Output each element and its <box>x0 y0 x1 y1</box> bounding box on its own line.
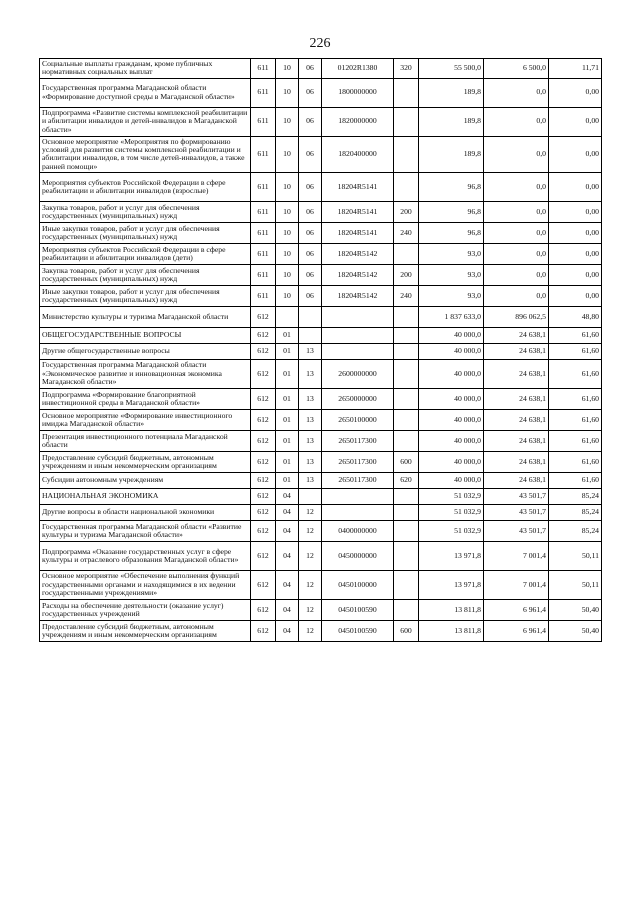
subsection-code-cell: 06 <box>299 172 322 201</box>
subsection-code-cell: 06 <box>299 264 322 285</box>
planned-amount-cell: 40 000,0 <box>419 388 484 409</box>
execution-percent-cell: 0,00 <box>549 264 602 285</box>
ministry-code-cell: 612 <box>251 570 276 599</box>
ministry-code-cell: 611 <box>251 136 276 172</box>
executed-amount-cell: 43 501,7 <box>484 504 549 520</box>
table-row <box>40 599 602 620</box>
planned-amount-cell: 13 811,8 <box>419 599 484 620</box>
expense-name-cell: Другие вопросы в области национальной экономики <box>40 504 251 520</box>
table-row <box>40 222 602 243</box>
planned-amount-cell: 189,8 <box>419 78 484 107</box>
section-code-cell: 01 <box>276 472 299 488</box>
section-code-cell: 10 <box>276 285 299 306</box>
expense-type-cell <box>394 599 419 620</box>
execution-percent-cell: 50,40 <box>549 599 602 620</box>
section-code-cell: 10 <box>276 59 299 79</box>
execution-percent-cell: 0,00 <box>549 285 602 306</box>
execution-percent-cell: 61,60 <box>549 451 602 472</box>
execution-percent-cell: 61,60 <box>549 327 602 343</box>
executed-amount-cell: 0,0 <box>484 285 549 306</box>
expense-name-cell: ОБЩЕГОСУДАРСТВЕННЫЕ ВОПРОСЫ <box>40 327 251 343</box>
expense-type-cell <box>394 327 419 343</box>
target-article-cell: 2650000000 <box>322 388 394 409</box>
subsection-code-cell: 06 <box>299 136 322 172</box>
expense-type-cell <box>394 570 419 599</box>
planned-amount-cell: 51 032,9 <box>419 520 484 541</box>
ministry-code-cell: 612 <box>251 504 276 520</box>
expense-type-cell <box>394 430 419 451</box>
section-code-cell: 10 <box>276 78 299 107</box>
ministry-code-cell: 611 <box>251 172 276 201</box>
subsection-code-cell: 13 <box>299 430 322 451</box>
subsection-code-cell: 13 <box>299 359 322 388</box>
table-row <box>40 285 602 306</box>
execution-percent-cell: 0,00 <box>549 136 602 172</box>
subsection-code-cell: 12 <box>299 570 322 599</box>
section-code-cell: 10 <box>276 222 299 243</box>
target-article-cell: 1820400000 <box>322 136 394 172</box>
ministry-code-cell: 612 <box>251 327 276 343</box>
executed-amount-cell: 43 501,7 <box>484 520 549 541</box>
target-article-cell: 1800000000 <box>322 78 394 107</box>
ministry-code-cell: 611 <box>251 59 276 79</box>
table-row <box>40 59 602 79</box>
table-row <box>40 136 602 172</box>
subsection-code-cell: 06 <box>299 78 322 107</box>
subsection-code-cell: 12 <box>299 541 322 570</box>
page-number: 226 <box>309 36 331 51</box>
ministry-code-cell: 612 <box>251 620 276 641</box>
target-article-cell: 0450100590 <box>322 599 394 620</box>
expense-name-cell: Государственная программа Магаданской области «Экономическое развитие и инновационная экономика Магаданской области» <box>40 359 251 388</box>
planned-amount-cell: 189,8 <box>419 107 484 136</box>
executed-amount-cell: 24 638,1 <box>484 472 549 488</box>
execution-percent-cell: 48,80 <box>549 306 602 327</box>
executed-amount-cell: 0,0 <box>484 222 549 243</box>
planned-amount-cell: 189,8 <box>419 136 484 172</box>
table-row <box>40 327 602 343</box>
target-article-cell: 18204R5142 <box>322 264 394 285</box>
planned-amount-cell: 51 032,9 <box>419 488 484 504</box>
execution-percent-cell: 50,11 <box>549 541 602 570</box>
execution-percent-cell: 61,60 <box>549 472 602 488</box>
executed-amount-cell: 24 638,1 <box>484 430 549 451</box>
executed-amount-cell: 6 500,0 <box>484 59 549 79</box>
ministry-code-cell: 611 <box>251 107 276 136</box>
expense-name-cell: Закупка товаров, работ и услуг для обеспечения государственных (муниципальных) нужд <box>40 201 251 222</box>
execution-percent-cell: 50,11 <box>549 570 602 599</box>
table-row <box>40 172 602 201</box>
expense-name-cell: Министерство культуры и туризма Магаданской области <box>40 306 251 327</box>
expense-type-cell: 240 <box>394 285 419 306</box>
planned-amount-cell: 40 000,0 <box>419 359 484 388</box>
expense-name-cell: Подпрограмма «Формирование благоприятной инвестиционной среды в Магаданской области» <box>40 388 251 409</box>
ministry-code-cell: 611 <box>251 222 276 243</box>
section-code-cell: 01 <box>276 451 299 472</box>
executed-amount-cell: 24 638,1 <box>484 388 549 409</box>
executed-amount-cell: 0,0 <box>484 107 549 136</box>
expense-type-cell: 240 <box>394 222 419 243</box>
ministry-code-cell: 611 <box>251 78 276 107</box>
expense-name-cell: Предоставление субсидий бюджетным, автономным учреждениям и иным некоммерческим организациям <box>40 620 251 641</box>
section-code-cell: 04 <box>276 488 299 504</box>
expense-name-cell: Мероприятия субъектов Российской Федерации в сфере реабилитации и абилитации инвалидов (взрослые) <box>40 172 251 201</box>
ministry-code-cell: 612 <box>251 488 276 504</box>
execution-percent-cell: 0,00 <box>549 201 602 222</box>
subsection-code-cell: 12 <box>299 620 322 641</box>
section-code-cell: 01 <box>276 359 299 388</box>
expense-type-cell <box>394 343 419 359</box>
section-code-cell <box>276 306 299 327</box>
executed-amount-cell: 43 501,7 <box>484 488 549 504</box>
ministry-code-cell: 612 <box>251 359 276 388</box>
target-article-cell: 2650100000 <box>322 409 394 430</box>
ministry-code-cell: 611 <box>251 243 276 264</box>
execution-percent-cell: 61,60 <box>549 430 602 451</box>
planned-amount-cell: 93,0 <box>419 285 484 306</box>
ministry-code-cell: 611 <box>251 264 276 285</box>
ministry-code-cell: 612 <box>251 472 276 488</box>
target-article-cell: 18204R5141 <box>322 222 394 243</box>
execution-percent-cell: 61,60 <box>549 409 602 430</box>
expense-type-cell <box>394 520 419 541</box>
expense-type-cell <box>394 78 419 107</box>
subsection-code-cell: 12 <box>299 599 322 620</box>
expense-name-cell: Предоставление субсидий бюджетным, автономным учреждениям и иным некоммерческим организациям <box>40 451 251 472</box>
table-row <box>40 107 602 136</box>
expense-type-cell: 200 <box>394 264 419 285</box>
expense-type-cell <box>394 388 419 409</box>
subsection-code-cell: 06 <box>299 59 322 79</box>
planned-amount-cell: 40 000,0 <box>419 451 484 472</box>
section-code-cell: 10 <box>276 264 299 285</box>
expense-type-cell <box>394 504 419 520</box>
execution-percent-cell: 61,60 <box>549 343 602 359</box>
expense-name-cell: Государственная программа Магаданской области «Развитие культуры и туризма Магаданской области» <box>40 520 251 541</box>
planned-amount-cell: 96,8 <box>419 222 484 243</box>
subsection-code-cell: 12 <box>299 504 322 520</box>
table-row <box>40 359 602 388</box>
planned-amount-cell: 40 000,0 <box>419 343 484 359</box>
planned-amount-cell: 40 000,0 <box>419 472 484 488</box>
expense-name-cell: Субсидии автономным учреждениям <box>40 472 251 488</box>
ministry-code-cell: 612 <box>251 541 276 570</box>
execution-percent-cell: 85,24 <box>549 504 602 520</box>
subsection-code-cell: 06 <box>299 243 322 264</box>
expense-name-cell: НАЦИОНАЛЬНАЯ ЭКОНОМИКА <box>40 488 251 504</box>
target-article-cell <box>322 504 394 520</box>
executed-amount-cell: 24 638,1 <box>484 327 549 343</box>
executed-amount-cell: 6 961,4 <box>484 620 549 641</box>
execution-percent-cell: 0,00 <box>549 172 602 201</box>
table-row <box>40 78 602 107</box>
section-code-cell: 10 <box>276 172 299 201</box>
section-code-cell: 10 <box>276 201 299 222</box>
expense-type-cell <box>394 409 419 430</box>
ministry-code-cell: 612 <box>251 409 276 430</box>
ministry-code-cell: 612 <box>251 343 276 359</box>
expense-type-cell <box>394 359 419 388</box>
expense-type-cell: 620 <box>394 472 419 488</box>
execution-percent-cell: 0,00 <box>549 78 602 107</box>
subsection-code-cell: 13 <box>299 451 322 472</box>
subsection-code-cell: 13 <box>299 388 322 409</box>
target-article-cell: 2650117300 <box>322 430 394 451</box>
ministry-code-cell: 611 <box>251 285 276 306</box>
planned-amount-cell: 13 971,8 <box>419 570 484 599</box>
executed-amount-cell: 0,0 <box>484 172 549 201</box>
execution-percent-cell: 85,24 <box>549 520 602 541</box>
table-row <box>40 541 602 570</box>
target-article-cell: 0450000000 <box>322 541 394 570</box>
expense-name-cell: Основное мероприятие «Формирование инвестиционного имиджа Магаданской области» <box>40 409 251 430</box>
planned-amount-cell: 96,8 <box>419 201 484 222</box>
ministry-code-cell: 612 <box>251 430 276 451</box>
table-row <box>40 520 602 541</box>
execution-percent-cell: 85,24 <box>549 488 602 504</box>
expense-name-cell: Другие общегосударственные вопросы <box>40 343 251 359</box>
ministry-code-cell: 611 <box>251 201 276 222</box>
section-code-cell: 04 <box>276 541 299 570</box>
target-article-cell: 2650117300 <box>322 472 394 488</box>
target-article-cell: 18204R5141 <box>322 201 394 222</box>
target-article-cell: 2600000000 <box>322 359 394 388</box>
target-article-cell: 18204R5142 <box>322 243 394 264</box>
ministry-code-cell: 612 <box>251 306 276 327</box>
expense-name-cell: Закупка товаров, работ и услуг для обеспечения государственных (муниципальных) нужд <box>40 264 251 285</box>
planned-amount-cell: 1 837 633,0 <box>419 306 484 327</box>
section-code-cell: 04 <box>276 599 299 620</box>
table-row <box>40 472 602 488</box>
execution-percent-cell: 0,00 <box>549 222 602 243</box>
table-row <box>40 570 602 599</box>
subsection-code-cell: 06 <box>299 107 322 136</box>
execution-percent-cell: 50,40 <box>549 620 602 641</box>
executed-amount-cell: 24 638,1 <box>484 451 549 472</box>
execution-percent-cell: 0,00 <box>549 107 602 136</box>
expense-type-cell: 320 <box>394 59 419 79</box>
table-row <box>40 264 602 285</box>
subsection-code-cell <box>299 306 322 327</box>
target-article-cell: 0400000000 <box>322 520 394 541</box>
section-code-cell: 01 <box>276 409 299 430</box>
expense-type-cell <box>394 136 419 172</box>
expense-type-cell <box>394 172 419 201</box>
section-code-cell: 10 <box>276 243 299 264</box>
executed-amount-cell: 24 638,1 <box>484 409 549 430</box>
executed-amount-cell: 0,0 <box>484 136 549 172</box>
ministry-code-cell: 612 <box>251 388 276 409</box>
ministry-code-cell: 612 <box>251 520 276 541</box>
subsection-code-cell: 06 <box>299 201 322 222</box>
table-row <box>40 430 602 451</box>
expense-type-cell: 200 <box>394 201 419 222</box>
expense-name-cell: Презентация инвестиционного потенциала Магаданской области <box>40 430 251 451</box>
executed-amount-cell: 0,0 <box>484 78 549 107</box>
planned-amount-cell: 55 500,0 <box>419 59 484 79</box>
target-article-cell: 18204R5142 <box>322 285 394 306</box>
planned-amount-cell: 93,0 <box>419 264 484 285</box>
executed-amount-cell: 6 961,4 <box>484 599 549 620</box>
expense-type-cell: 600 <box>394 620 419 641</box>
table-row <box>40 201 602 222</box>
planned-amount-cell: 40 000,0 <box>419 430 484 451</box>
expense-type-cell <box>394 488 419 504</box>
expense-name-cell: Социальные выплаты гражданам, кроме публичных нормативных социальных выплат <box>40 59 251 79</box>
table-body <box>40 59 602 642</box>
target-article-cell: 0450100000 <box>322 570 394 599</box>
section-code-cell: 04 <box>276 620 299 641</box>
section-code-cell: 01 <box>276 343 299 359</box>
table-row <box>40 343 602 359</box>
expense-name-cell: Иные закупки товаров, работ и услуг для обеспечения государственных (муниципальных) нужд <box>40 222 251 243</box>
planned-amount-cell: 13 811,8 <box>419 620 484 641</box>
section-code-cell: 10 <box>276 136 299 172</box>
planned-amount-cell: 13 971,8 <box>419 541 484 570</box>
budget-table <box>39 58 602 642</box>
expense-name-cell: Расходы на обеспечение деятельности (оказание услуг) государственных учреждений <box>40 599 251 620</box>
executed-amount-cell: 7 001,4 <box>484 570 549 599</box>
target-article-cell: 1820000000 <box>322 107 394 136</box>
table-row <box>40 243 602 264</box>
table-row <box>40 409 602 430</box>
executed-amount-cell: 24 638,1 <box>484 359 549 388</box>
section-code-cell: 01 <box>276 327 299 343</box>
planned-amount-cell: 40 000,0 <box>419 327 484 343</box>
planned-amount-cell: 96,8 <box>419 172 484 201</box>
subsection-code-cell: 13 <box>299 409 322 430</box>
expense-name-cell: Мероприятия субъектов Российской Федерации в сфере реабилитации и абилитации инвалидов (дети) <box>40 243 251 264</box>
execution-percent-cell: 61,60 <box>549 359 602 388</box>
expense-type-cell: 600 <box>394 451 419 472</box>
expense-type-cell <box>394 107 419 136</box>
planned-amount-cell: 93,0 <box>419 243 484 264</box>
planned-amount-cell: 51 032,9 <box>419 504 484 520</box>
ministry-code-cell: 612 <box>251 599 276 620</box>
subsection-code-cell: 13 <box>299 472 322 488</box>
target-article-cell <box>322 343 394 359</box>
execution-percent-cell: 61,60 <box>549 388 602 409</box>
table-row <box>40 451 602 472</box>
target-article-cell: 0450100590 <box>322 620 394 641</box>
executed-amount-cell: 0,0 <box>484 264 549 285</box>
subsection-code-cell <box>299 488 322 504</box>
section-code-cell: 04 <box>276 570 299 599</box>
executed-amount-cell: 7 001,4 <box>484 541 549 570</box>
subsection-code-cell: 12 <box>299 520 322 541</box>
target-article-cell: 01202R1380 <box>322 59 394 79</box>
target-article-cell: 2650117300 <box>322 451 394 472</box>
expense-name-cell: Иные закупки товаров, работ и услуг для обеспечения государственных (муниципальных) нужд <box>40 285 251 306</box>
expense-name-cell: Подпрограмма «Оказание государственных услуг в сфере культуры и отраслевого образования Магаданской области» <box>40 541 251 570</box>
subsection-code-cell <box>299 327 322 343</box>
planned-amount-cell: 40 000,0 <box>419 409 484 430</box>
section-code-cell: 04 <box>276 520 299 541</box>
section-code-cell: 01 <box>276 388 299 409</box>
executed-amount-cell: 896 062,5 <box>484 306 549 327</box>
expense-type-cell <box>394 243 419 264</box>
table-row <box>40 306 602 327</box>
section-code-cell: 10 <box>276 107 299 136</box>
expense-name-cell: Основное мероприятие «Обеспечение выполнения функций государственными органами и находящимися в их ведении государственными учреждениями» <box>40 570 251 599</box>
table-row <box>40 504 602 520</box>
expense-type-cell <box>394 306 419 327</box>
expense-name-cell: Подпрограмма «Развитие системы комплексной реабилитации и абилитации инвалидов и детей-инвалидов в Магаданской области» <box>40 107 251 136</box>
expense-name-cell: Основное мероприятие «Мероприятия по формированию условий для развития системы комплексной реабилитации и абилитации инвалидов, в том числе детей-инвалидов, а также ранней помощи» <box>40 136 251 172</box>
expense-type-cell <box>394 541 419 570</box>
section-code-cell: 04 <box>276 504 299 520</box>
table-row <box>40 488 602 504</box>
executed-amount-cell: 0,0 <box>484 243 549 264</box>
execution-percent-cell: 0,00 <box>549 243 602 264</box>
section-code-cell: 01 <box>276 430 299 451</box>
target-article-cell <box>322 306 394 327</box>
subsection-code-cell: 06 <box>299 222 322 243</box>
subsection-code-cell: 13 <box>299 343 322 359</box>
target-article-cell <box>322 327 394 343</box>
expense-name-cell: Государственная программа Магаданской области «Формирование доступной среды в Магаданской области» <box>40 78 251 107</box>
target-article-cell: 18204R5141 <box>322 172 394 201</box>
executed-amount-cell: 0,0 <box>484 201 549 222</box>
target-article-cell <box>322 488 394 504</box>
ministry-code-cell: 612 <box>251 451 276 472</box>
subsection-code-cell: 06 <box>299 285 322 306</box>
table-row <box>40 620 602 641</box>
execution-percent-cell: 11,71 <box>549 59 602 79</box>
table-row <box>40 388 602 409</box>
executed-amount-cell: 24 638,1 <box>484 343 549 359</box>
